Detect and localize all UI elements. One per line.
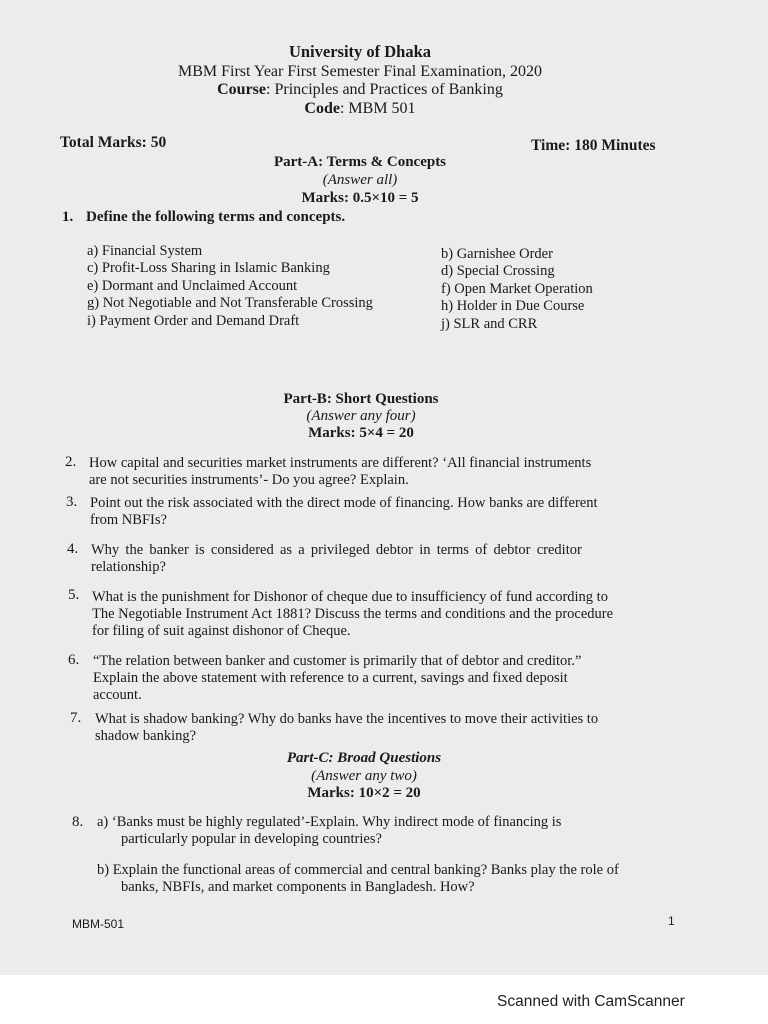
question-1-text: Define the following terms and concepts. <box>86 209 346 225</box>
terms-left-list <box>87 243 373 330</box>
question-2-text <box>89 455 591 489</box>
question-6-line-2: Explain the above statement with reference to a current, savings and fixed deposit <box>93 670 568 686</box>
question-6-line-1: “The relation between banker and customer is primarily that of debtor and creditor.” <box>93 653 582 669</box>
question-8a-text <box>97 814 561 848</box>
question-7-line-1: What is shadow banking? Why do banks have the incentives to move their activities to <box>95 711 599 727</box>
footer-course-code: MBM-501 <box>72 917 125 931</box>
question-5-text <box>92 589 613 640</box>
question-6-text <box>93 653 581 704</box>
part-b-marks: Marks: 5×4 = 20 <box>308 425 414 441</box>
question-3-number: 3. <box>66 494 78 510</box>
question-2-number: 2. <box>65 454 77 470</box>
part-a-marks: Marks: 0.5×10 = 5 <box>301 190 419 206</box>
question-7-text <box>95 711 598 745</box>
term-h: h) Holder in Due Course <box>441 298 585 315</box>
term-g: g) Not Negotiable and Not Transferable Crossing <box>87 295 373 312</box>
question-3-line-1: Point out the risk associated with the direct mode of financing. How banks are different <box>90 495 598 511</box>
question-2-line-1: How capital and securities market instruments are different? ‘All financial instruments <box>89 455 592 471</box>
term-a: a) Financial System <box>87 243 203 259</box>
question-6-line-3: account. <box>93 687 142 703</box>
university-title: University of Dhaka <box>288 42 432 61</box>
term-i: i) Payment Order and Demand Draft <box>87 312 300 329</box>
question-8b-line-2: banks, NBFIs, and market components in Bangladesh. How? <box>121 879 475 895</box>
question-8b-text <box>97 862 619 896</box>
part-c-marks: Marks: 10×2 = 20 <box>307 785 421 801</box>
part-c-instruction: (Answer any two) <box>311 768 417 784</box>
total-marks: Total Marks: 50 <box>60 134 167 151</box>
exam-title: MBM First Year First Semester Final Examination, 2020 <box>178 63 542 80</box>
term-c: c) Profit-Loss Sharing in Islamic Banking <box>87 260 330 277</box>
part-b-title: Part-B: Short Questions <box>283 391 439 407</box>
term-f: f) Open Market Operation <box>441 280 593 297</box>
question-7-number: 7. <box>70 710 82 726</box>
part-b-instruction: (Answer any four) <box>306 408 416 424</box>
terms-right-list <box>441 246 593 333</box>
part-c-title: Part-C: Broad Questions <box>286 750 442 766</box>
question-5-line-3: for filing of suit against dishonor of Cheque. <box>92 623 351 639</box>
term-j: j) SLR and CRR <box>441 315 538 332</box>
question-3-line-2: from NBFIs? <box>90 512 167 528</box>
question-1-number: 1. <box>62 209 74 225</box>
course-name: : Principles and Practices of Banking <box>266 81 503 98</box>
code-line <box>0 100 720 118</box>
question-4-line-1: Why the banker is considered as a privileged debtor in terms of debtor creditor <box>91 542 582 558</box>
question-6-number: 6. <box>68 652 80 668</box>
part-a-instruction: (Answer all) <box>322 172 398 188</box>
question-4-line-2: relationship? <box>91 559 166 575</box>
question-5-number: 5. <box>68 587 80 603</box>
question-8a-line-2: particularly popular in developing countries? <box>121 831 382 847</box>
question-8b-line-1: b) Explain the functional areas of commercial and central banking? Banks play the role of <box>97 862 619 878</box>
question-8-number: 8. <box>72 814 84 830</box>
question-4-text <box>91 542 582 576</box>
term-d: d) Special Crossing <box>441 263 555 280</box>
part-a-title: Part-A: Terms & Concepts <box>273 154 447 170</box>
question-3-text <box>90 495 598 529</box>
term-b: b) Garnishee Order <box>441 246 553 262</box>
question-8a-line-1: a) ‘Banks must be highly regulated’-Explain. Why indirect mode of financing is <box>97 814 562 830</box>
camscanner-watermark: Scanned with CamScanner <box>497 993 685 1010</box>
question-4-number: 4. <box>67 541 79 557</box>
term-e: e) Dormant and Unclaimed Account <box>87 277 298 294</box>
course-label: Course <box>217 81 267 98</box>
code-label: Code <box>304 100 340 117</box>
question-2-line-2: are not securities instruments’- Do you agree? Explain. <box>89 472 409 488</box>
question-5-line-2: The Negotiable Instrument Act 1881? Discuss the terms and conditions and the procedure <box>92 606 614 622</box>
code-value: : MBM 501 <box>339 100 416 117</box>
exam-time: Time: 180 Minutes <box>531 137 656 154</box>
page-number: 1 <box>668 914 675 928</box>
question-5-line-1: What is the punishment for Dishonor of cheque due to insufficiency of fund according to <box>92 589 608 605</box>
question-7-line-2: shadow banking? <box>95 728 197 744</box>
course-line <box>0 81 720 99</box>
